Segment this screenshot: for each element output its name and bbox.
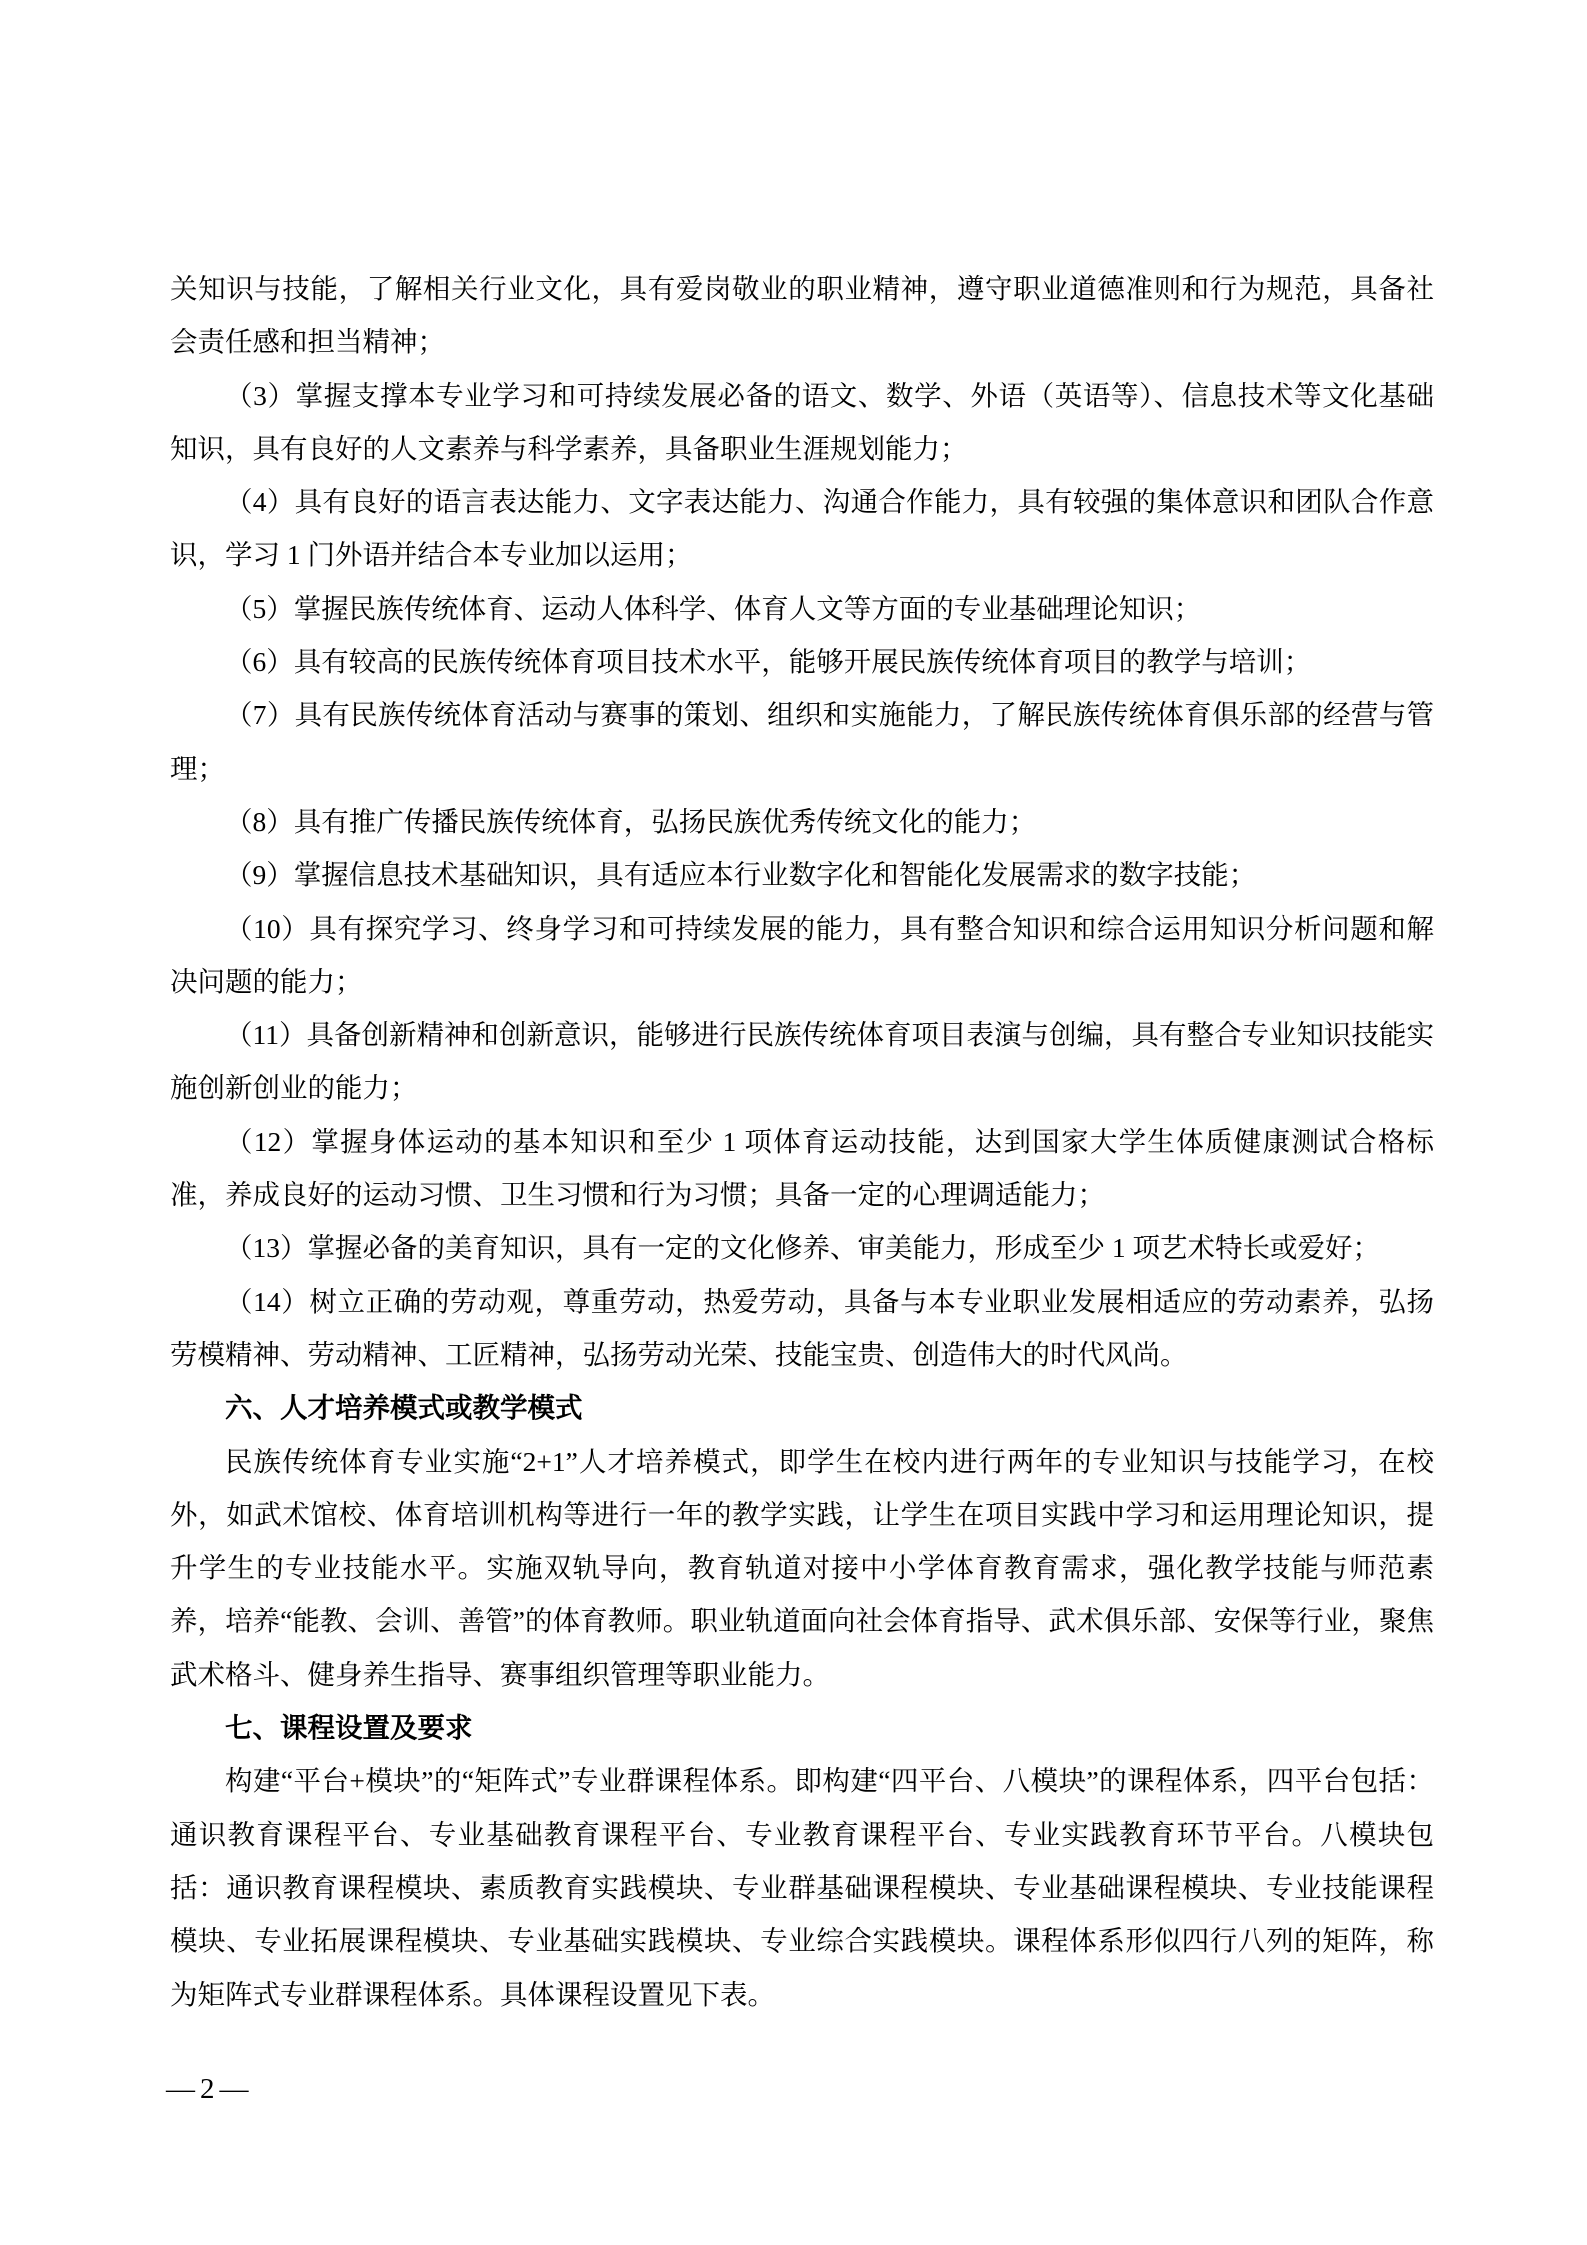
requirement-item-6: （6）具有较高的民族传统体育项目技术水平，能够开展民族传统体育项目的教学与培训； xyxy=(225,646,1312,678)
section-6-heading: 六、人才培养模式或教学模式 xyxy=(225,1392,583,1424)
page-body-text xyxy=(170,262,1434,2021)
requirement-item-9: （9）掌握信息技术基础知识，具有适应本行业数字化和智能化发展需求的数字技能； xyxy=(225,859,1257,891)
requirement-item-10: （10）具有探究学习、终身学习和可持续发展的能力，具有整合知识和综合运用知识分析问题和解决问题的能力； xyxy=(170,912,1434,997)
section-7-body-paragraph: 构建“平台+模块”的“矩阵式”专业群课程体系。即构建“四平台、八模块”的课程体系，四平台包括：通识教育课程平台、专业基础教育课程平台、专业教育课程平台、专业实践教育环节平台。八模块包括：通识教育课程模块、素质教育实践模块、专业群基础课程模块、专业基础课程模块、专业技能课程模块、专业拓展课程模块、专业基础实践模块、专业综合实践模块。课程体系形似四行八列的矩阵，称为矩阵式专业群课程体系。具体课程设置见下表。 xyxy=(170,1765,1434,2010)
requirement-item-13: （13）掌握必备的美育知识，具有一定的文化修养、审美能力，形成至少 1 项艺术特长或爱好； xyxy=(225,1232,1380,1264)
requirement-item-7: （7）具有民族传统体育活动与赛事的策划、组织和实施能力，了解民族传统体育俱乐部的经营与管理； xyxy=(170,699,1434,784)
section-7-heading: 七、课程设置及要求 xyxy=(225,1712,473,1744)
requirement-item-8: （8）具有推广传播民族传统体育，弘扬民族优秀传统文化的能力； xyxy=(225,805,1037,837)
page-number: —2— xyxy=(166,2073,254,2105)
continued-paragraph: 关知识与技能，了解相关行业文化，具有爱岗敬业的职业精神，遵守职业道德准则和行为规范，具备社会责任感和担当精神； xyxy=(170,273,1434,358)
requirement-item-4: （4）具有良好的语言表达能力、文字表达能力、沟通合作能力，具有较强的集体意识和团队合作意识，学习 1 门外语并结合本专业加以运用； xyxy=(170,486,1434,571)
requirement-item-5: （5）掌握民族传统体育、运动人体科学、体育人文等方面的专业基础理论知识； xyxy=(225,592,1202,624)
section-6-body-paragraph: 民族传统体育专业实施“2+1”人才培养模式，即学生在校内进行两年的专业知识与技能学习，在校外，如武术馆校、体育培训机构等进行一年的教学实践，让学生在项目实践中学习和运用理论知识，提升学生的专业技能水平。实施双轨导向，教育轨道对接中小学体育教育需求，强化教学技能与师范素养，培养“能教、会训、善管”的体育教师。职业轨道面向社会体育指导、武术俱乐部、安保等行业，聚焦武术格斗、健身养生指导、赛事组织管理等职业能力。 xyxy=(170,1445,1434,1690)
requirement-item-3: （3）掌握支撑本专业学习和可持续发展必备的语文、数学、外语（英语等）、信息技术等文化基础知识，具有良好的人文素养与科学素养，具备职业生涯规划能力； xyxy=(170,379,1434,464)
requirement-item-11: （11）具备创新精神和创新意识，能够进行民族传统体育项目表演与创编，具有整合专业知识技能实施创新创业的能力； xyxy=(170,1019,1434,1104)
requirement-item-12: （12）掌握身体运动的基本知识和至少 1 项体育运动技能，达到国家大学生体质健康测试合格标准，养成良好的运动习惯、卫生习惯和行为习惯；具备一定的心理调适能力； xyxy=(170,1125,1434,1211)
requirement-item-14: （14）树立正确的劳动观，尊重劳动，热爱劳动，具备与本专业职业发展相适应的劳动素养，弘扬劳模精神、劳动精神、工匠精神，弘扬劳动光荣、技能宝贵、创造伟大的时代风尚。 xyxy=(170,1285,1434,1370)
